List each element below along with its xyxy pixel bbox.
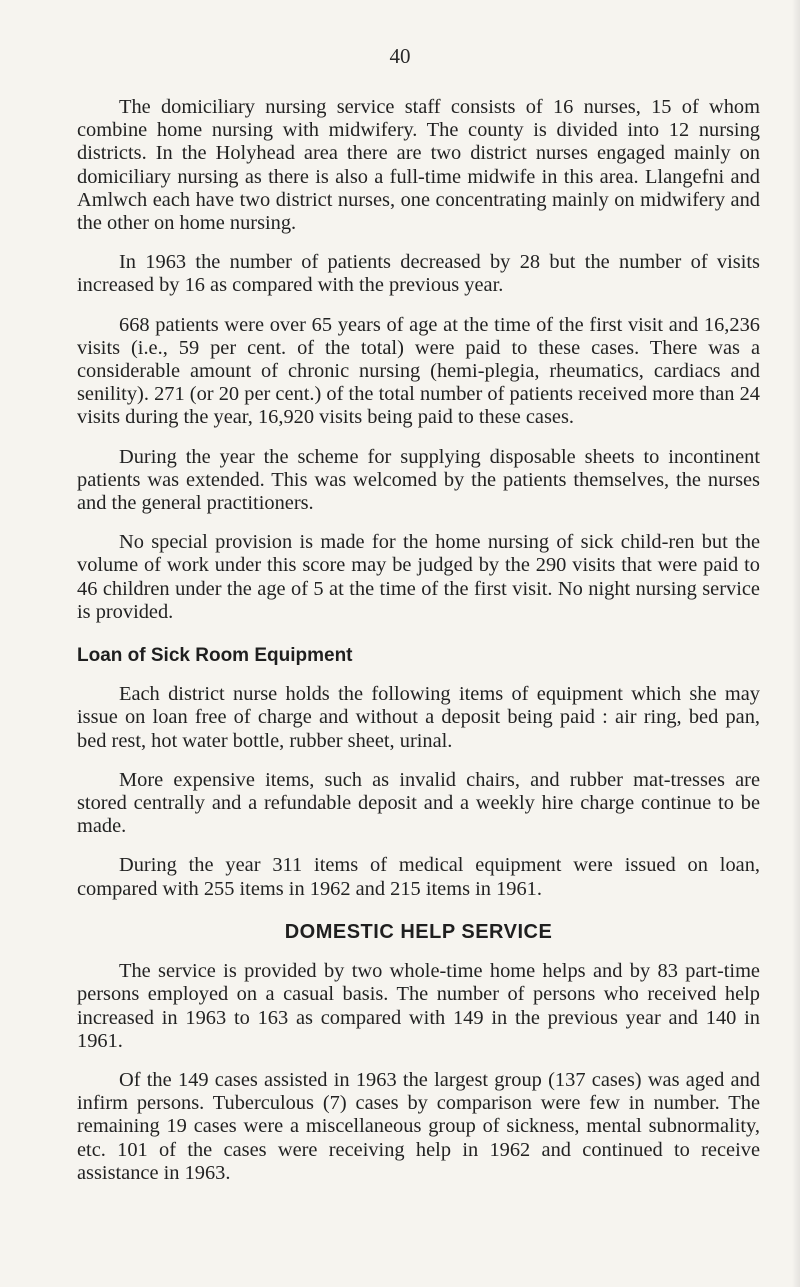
page-number: 40 bbox=[389, 44, 411, 68]
paragraph-expensive-items: More expensive items, such as invalid chairs, and rubber mat-tresses are stored centrally and a refundable deposit and a weekly hire charge continue to be made. bbox=[77, 768, 760, 838]
paragraph-cases-assisted: Of the 149 cases assisted in 1963 the largest group (137 cases) was aged and infirm persons. Tuberculous (7) cases by comparison were few in number. The remaining 19 cases were a miscellaneous group of sickness, mental subnormality, etc. 101 of the cases were receiving help in 1962 and continued to receive assistance in 1963. bbox=[77, 1068, 760, 1184]
page-body bbox=[77, 96, 760, 1201]
paragraph-staff: The domiciliary nursing service staff consists of 16 nurses, 15 of whom combine home nursing with midwifery. The county is divided into 12 nursing districts. In the Holyhead area there are two district nurses engaged mainly on domiciliary nursing as there is also a full-time midwife in this area. Llangefni and Amlwch each have two district nurses, one concentrating mainly on midwifery and the other on home nursing. bbox=[77, 96, 760, 235]
page-edge-shadow bbox=[792, 0, 800, 1287]
domestic-section-heading: DOMESTIC HELP SERVICE bbox=[284, 920, 553, 943]
paragraph-home-helps: The service is provided by two whole-time home helps and by 83 part-time persons employed on a casual basis. The number of persons who received help increased in 1963 to 163 as compared with 149 in the previous year and 140 in 1961. bbox=[77, 960, 760, 1052]
paragraph-loan-items: Each district nurse holds the following items of equipment which she may issue on loan free of charge and without a deposit being paid : air ring, bed pan, bed rest, hot water bottle, rubber sheet, urinal. bbox=[77, 683, 760, 752]
paragraph-items-issued: During the year 311 items of medical equipment were issued on loan, compared with 255 items in 1962 and 215 items in 1961. bbox=[77, 854, 760, 900]
paragraph-children-nursing: No special provision is made for the home nursing of sick child-ren but the volume of work under this score may be judged by the 290 visits that were paid to 46 children under the age of 5 at the time of the first visit. No night nursing service is provided. bbox=[77, 531, 760, 623]
paragraph-elderly-patients: 668 patients were over 65 years of age at the time of the first visit and 16,236 visits (i.e., 59 per cent. of the total) were paid to these cases. There was a considerable amount of chronic nursing (hemi-plegia, rheumatics, cardiacs and senility). 271 (or 20 per cent.) of the total number of patients received more than 24 visits during the year, 16,920 visits being paid to these cases. bbox=[77, 313, 760, 429]
loan-section-heading: Loan of Sick Room Equipment bbox=[77, 645, 353, 667]
paragraph-disposable-sheets: During the year the scheme for supplying disposable sheets to incontinent patients was extended. This was welcomed by the patients themselves, the nurses and the general practitioners. bbox=[77, 445, 760, 515]
paragraph-patients-visits: In 1963 the number of patients decreased by 28 but the number of visits increased by 16 as compared with the previous year. bbox=[77, 251, 760, 297]
